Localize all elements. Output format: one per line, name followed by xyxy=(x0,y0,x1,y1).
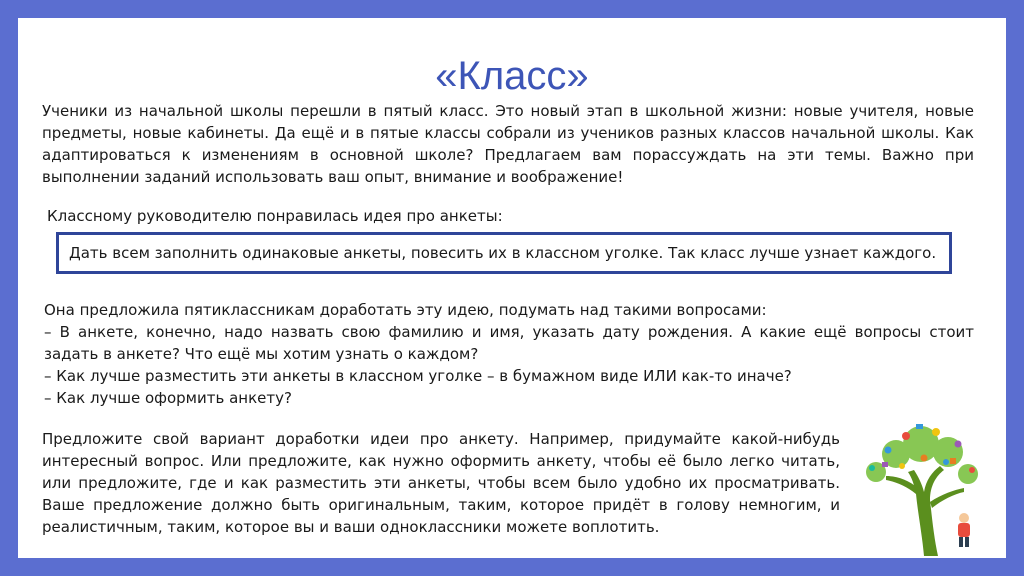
idea-box xyxy=(56,232,952,274)
task-line: – Как лучше оформить анкету? xyxy=(44,389,292,407)
task-line: – В анкете, конечно, надо назвать свою фамилию и имя, указать дату рождения. А какие ещё вопросы стоит задать в анкете? Что ещё мы хотим узнать о каждом? xyxy=(44,323,974,363)
teacher-intro-text: Классному руководителю понравилась идея про анкеты: xyxy=(47,207,503,225)
task-line: Она предложила пятиклассникам доработать эту идею, подумать над такими вопросами: xyxy=(44,301,767,319)
task-line: – Как лучше разместить эти анкеты в классном уголке – в бумажном виде ИЛИ как-то иначе? xyxy=(44,367,792,385)
task-questions xyxy=(44,299,974,409)
idea-box-text: Дать всем заполнить одинаковые анкеты, повесить их в классном уголке. Так класс лучше узнает каждого. xyxy=(69,244,937,262)
page-title: «Класс» xyxy=(435,54,589,98)
child-figure xyxy=(958,513,970,547)
slide xyxy=(18,18,1006,558)
intro-paragraph: Ученики из начальной школы перешли в пятый класс. Это новый этап в школьной жизни: новые учителя, новые предметы, новые кабинеты. Да ещё и в пятые классы собрали из учеников разных классов начальной школы. Как адаптироваться к изменениям в основной школе? Предлагаем вам порассуждать на эти темы. Важно при выполнении заданий использовать ваш опыт, внимание и воображение! xyxy=(42,102,974,186)
knowledge-tree-icon xyxy=(846,414,996,556)
proposal-paragraph: Предложите свой вариант доработки идеи про анкету. Например, придумайте какой-нибудь интересный вопрос. Или предложите, как нужно оформить анкету, чтобы её было легко читать, или предложите, где и как разместить эти анкеты, чтобы всем было удобно их просматривать. Ваше предложение должно быть оригинальным, таким, которое придёт в голову немногим, и реалистичным, таким, которое вы и ваши одноклассники можете воплотить. xyxy=(42,430,840,536)
